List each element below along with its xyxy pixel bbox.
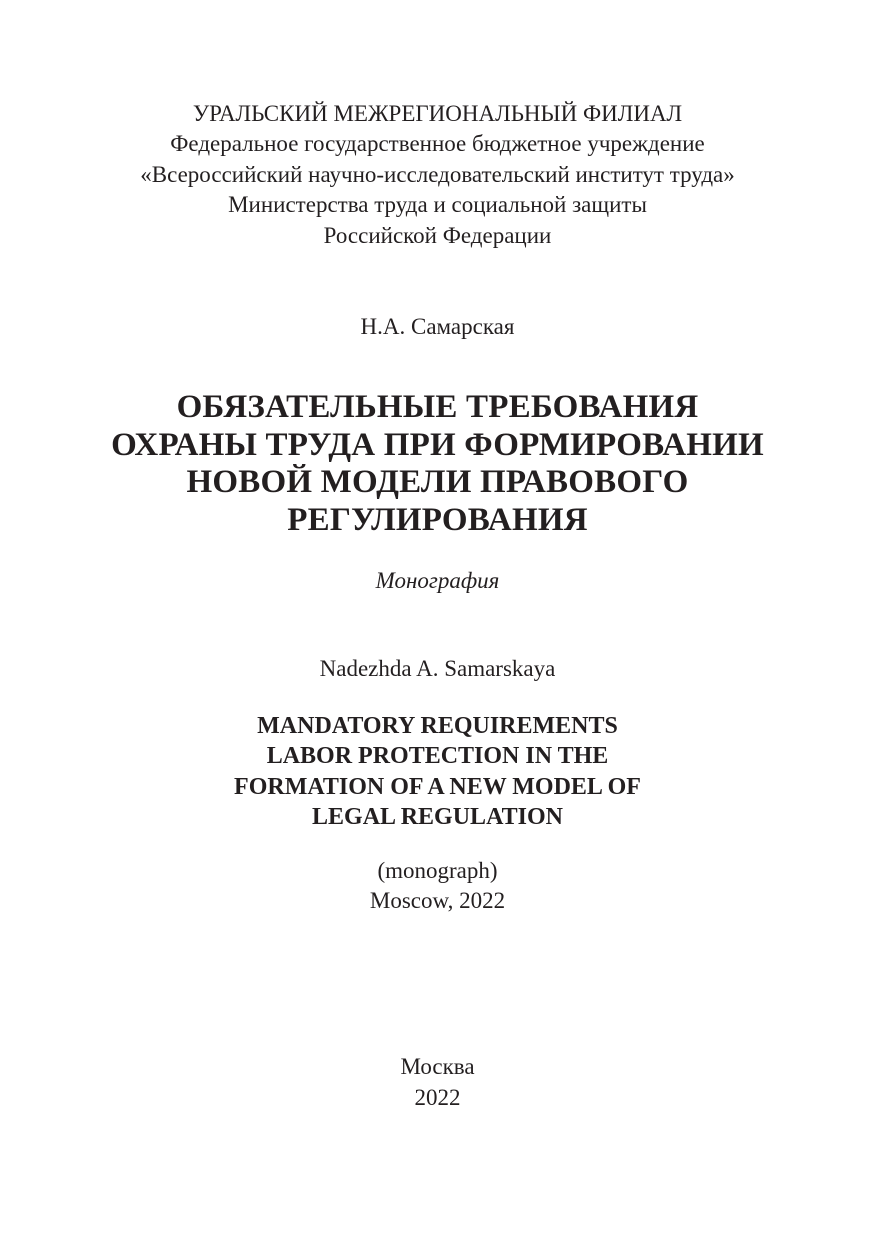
author-name-en-text: Nadezhda A. Samarskaya [319, 656, 556, 681]
book-title-en-line: MANDATORY REQUIREMENTS [257, 713, 618, 739]
book-title-ru-line: НОВОЙ МОДЕЛИ ПРАВОВОГО [186, 464, 689, 500]
organization-line: Министерства труда и социальной защиты [228, 192, 647, 218]
book-title-en-line: LEGAL REGULATION [312, 804, 563, 831]
organization-line: «Всероссийский научно-исследовательский институт труда» [140, 161, 735, 187]
organization-line: Российской Федерации [323, 222, 552, 248]
organization-header [0, 99, 875, 251]
imprint-year: 2022 [414, 1084, 461, 1110]
book-title-en-line: LABOR PROTECTION IN THE [266, 743, 609, 770]
imprint-city: Москва [400, 1054, 475, 1079]
author-name-ru-text: Н.А. Самарская [360, 314, 515, 339]
book-title-ru-line: ОХРАНЫ ТРУДА ПРИ ФОРМИРОВАНИИ [111, 426, 764, 463]
book-title-ru-line: РЕГУЛИРОВАНИЯ [287, 501, 588, 538]
author-name-en [0, 654, 875, 684]
imprint [0, 1052, 875, 1113]
genre-en-place-year: Moscow, 2022 [369, 888, 506, 913]
author-name-ru [0, 312, 875, 342]
organization-line: Федеральное государственное бюджетное учреждение [170, 131, 705, 157]
organization-line: УРАЛЬСКИЙ МЕЖРЕГИОНАЛЬНЫЙ ФИЛИАЛ [192, 101, 683, 126]
book-title-ru [0, 389, 875, 539]
book-title-en [0, 711, 875, 833]
genre-ru-text: Монография [375, 568, 500, 593]
book-title-en-line: FORMATION OF A NEW MODEL OF [234, 773, 641, 800]
genre-ru [0, 566, 875, 596]
genre-en [0, 856, 875, 916]
book-title-ru-line: ОБЯЗАТЕЛЬНЫЕ ТРЕБОВАНИЯ [176, 389, 699, 425]
genre-en-type: (monograph) [377, 858, 498, 883]
